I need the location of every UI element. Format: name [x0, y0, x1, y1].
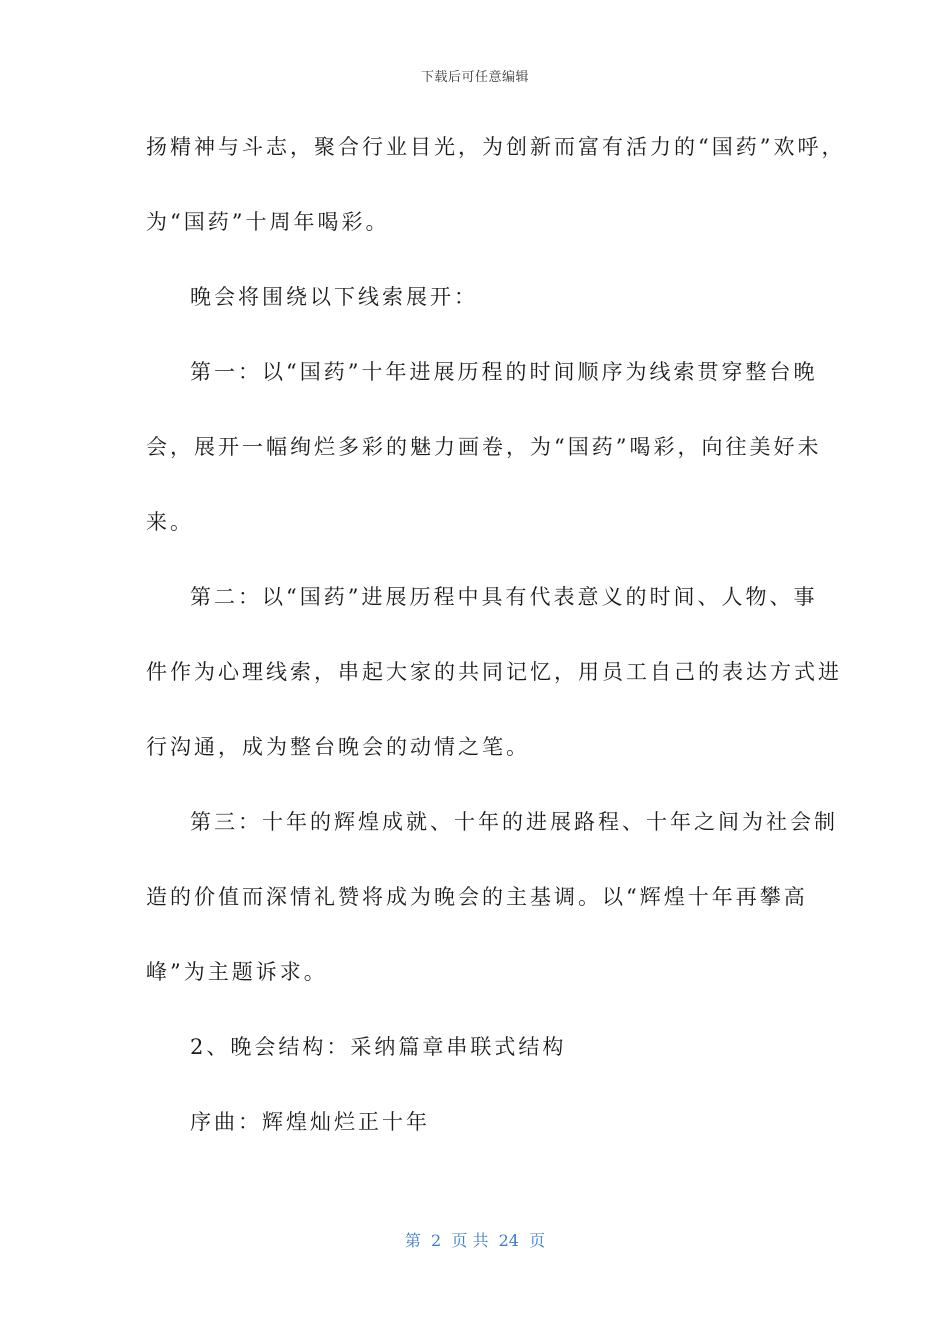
page-header: 下载后可任意编辑	[420, 70, 529, 85]
paragraph-line: 来。	[146, 510, 194, 534]
paragraph-line: 第二：以“国药”进展历程中具有代表意义的时间、人物、事	[190, 585, 818, 609]
paragraph-line: 行沟通，成为整台晚会的动情之笔。	[146, 735, 530, 759]
paragraph-line: 第三：十年的辉煌成就、十年的进展路程、十年之间为社会制	[190, 810, 838, 834]
paragraph-line: 会，展开一幅绚烂多彩的魅力画卷，为“国药”喝彩，向往美好未	[146, 435, 822, 459]
section-heading: 2、晚会结构：采纳篇章串联式结构	[190, 1035, 567, 1059]
paragraph-line: 为“国药”十周年喝彩。	[146, 210, 390, 234]
paragraph-line: 件作为心理线索，串起大家的共同记忆，用员工自己的表达方式进	[146, 660, 842, 684]
paragraph-line: 扬精神与斗志，聚合行业目光，为创新而富有活力的“国药”欢呼，	[146, 135, 846, 159]
subsection-heading: 序曲：辉煌灿烂正十年	[190, 1110, 430, 1134]
paragraph-line: 造的价值而深情礼赞将成为晚会的主基调。以“辉煌十年再攀高	[146, 885, 808, 909]
paragraph-line: 第一：以“国药”十年进展历程的时间顺序为线索贯穿整台晚	[190, 360, 818, 384]
paragraph-line: 晚会将围绕以下线索展开：	[190, 285, 478, 309]
document-body	[146, 130, 846, 1180]
paragraph-line: 峰”为主题诉求。	[146, 960, 328, 984]
page-number-footer: 第 2 页 共 24 页	[404, 1231, 546, 1250]
